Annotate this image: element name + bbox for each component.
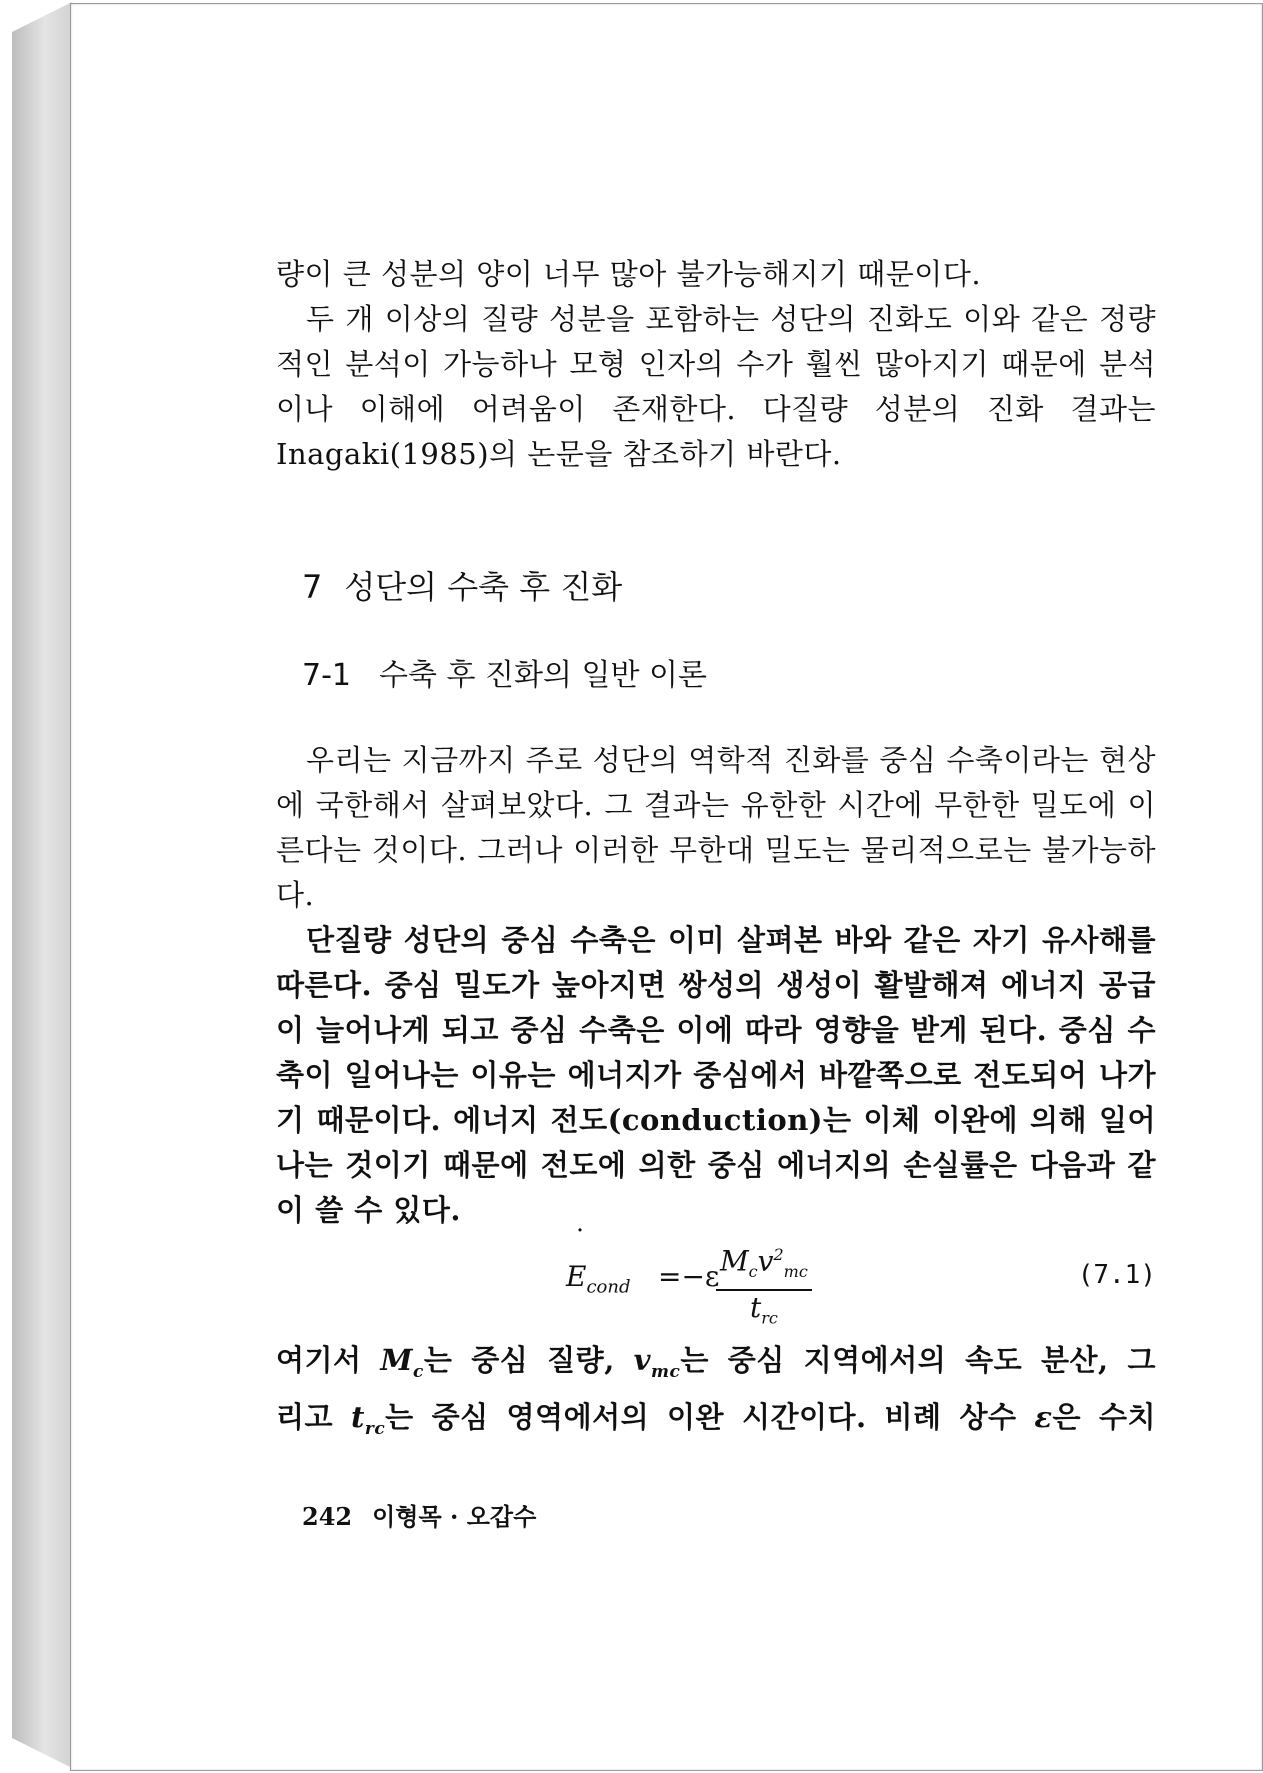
time-derivative-dot: ˙	[573, 1224, 587, 1257]
equation-operator: =−ε	[658, 1260, 720, 1293]
fraction-denominator: $t_{rc}$	[749, 1290, 778, 1328]
section-title: 성단의 수축 후 진화	[344, 568, 623, 606]
equation-7-1	[566, 1224, 1156, 1328]
paragraph: 우리는 지금까지 주로 성단의 역학적 진화를 중심 수축이라는 현상에 국한해서 살펴보았다. 그 결과는 유한한 시간에 무한한 밀도에 이른다는 것이다. 그러나 이러한 무한대 밀도는 물리적으로는 불가능하다.	[276, 743, 1156, 912]
equation-number: (7.1)	[1077, 1260, 1156, 1290]
paragraph-top	[276, 252, 1156, 477]
subsection-heading	[302, 650, 707, 694]
paragraph-line: 여기서 $M_c$는 중심 질량, $v_{mc}$는 중심 지역에서의 속도 분산, 그	[276, 1343, 1156, 1382]
paragraph-bottom	[276, 1338, 1156, 1452]
section-heading	[302, 562, 622, 608]
subsection-title: 수축 후 진화의 일반 이론	[379, 658, 707, 693]
paragraph: 단질량 성단의 중심 수축은 이미 살펴본 바와 같은 자기 유사해를 따른다. 중심 밀도가 높아지면 쌍성의 생성이 활발해져 에너지 공급이 늘어나게 되고 중심 수축은 이에 따라 영향을 받게 된다. 중심 수축이 일어나는 이유는 에너지가 중심에서 바깥쪽으로 전도되어 나가기 때문이다. 에너지 전도(conduction)는 이체 이완에 의해 일어나는 것이기 때문에 전도에 의한 중심 에너지의 손실률은 다음과 같이 쓸 수 있다.	[276, 923, 1156, 1227]
paragraph-middle	[276, 738, 1156, 1233]
equation-lhs: $E_{cond}$	[566, 1260, 631, 1298]
paragraph-line: 량이 큰 성분의 양이 너무 많아 불가능해지기 때문이다.	[276, 257, 982, 291]
page-number: 242	[302, 1502, 353, 1531]
book-spine	[12, 2, 72, 1768]
authors: 이형목 · 오갑수	[372, 1502, 537, 1531]
page-footer	[302, 1497, 536, 1532]
subsection-number: 7-1	[302, 658, 351, 693]
section-number: 7	[302, 568, 323, 606]
equation-fraction	[716, 1238, 812, 1336]
fraction-numerator: $M_cv^2_{mc}$	[716, 1238, 812, 1291]
paragraph-line: 리고 $t_{rc}$는 중심 영역에서의 이완 시간이다. 비례 상수 ε은 수치	[276, 1399, 1157, 1439]
paragraph: 두 개 이상의 질량 성분을 포함하는 성단의 진화도 이와 같은 정량적인 분석이 가능하나 모형 인자의 수가 훨씬 많아지기 때문에 분석이나 이해에 어려움이 존재한다. 다질량 성분의 진화 결과는 Inagaki(1985)의 논문을 참조하기 바란다.	[276, 302, 1156, 471]
